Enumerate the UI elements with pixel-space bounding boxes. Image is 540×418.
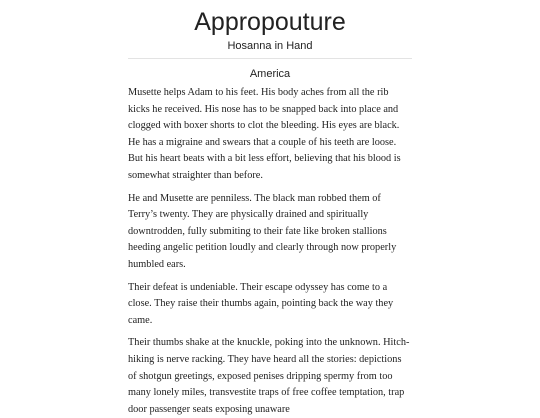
site-title[interactable]: Appropouture [194,8,346,36]
paragraph: Their defeat is undeniable. Their escape odyssey has come to a close. They raise their thumbs again, pointing back the way they came. [128,281,394,326]
paragraph: Musette helps Adam to his feet. His body aches from all the rib kicks he received. His nose has to be snapped back into place and clogged with boxer shorts to clot the bleeding. His eyes are black. He has a migraine and swears that a couple of his teeth are loose. But his heart beats with a bit less effort, believing that his blood is somewhat straighter than before. [128,87,401,181]
article-body [128,85,412,418]
site-subtitle: Hosanna in Hand [227,40,313,52]
header-divider [128,58,412,59]
paragraph: He and Musette are penniless. The black man robbed them of Terry’s twenty. They are physically drained and spiritually downtrodden, fully submiting to their fate like broken stallions heeding angelic petition loudly and clearly through now properly humbled ears. [128,192,397,270]
paragraph: Their thumbs shake at the knuckle, poking into the unknown. Hitch-hiking is nerve racking. They have heard all the stories: depictions of shotgun greetings, exposed penises dripping spermy from too many lonely miles, transvestite traps of free coffee temptation, trap door passenger seats exposing unaware [128,337,410,415]
chapter-title: America [249,68,291,80]
